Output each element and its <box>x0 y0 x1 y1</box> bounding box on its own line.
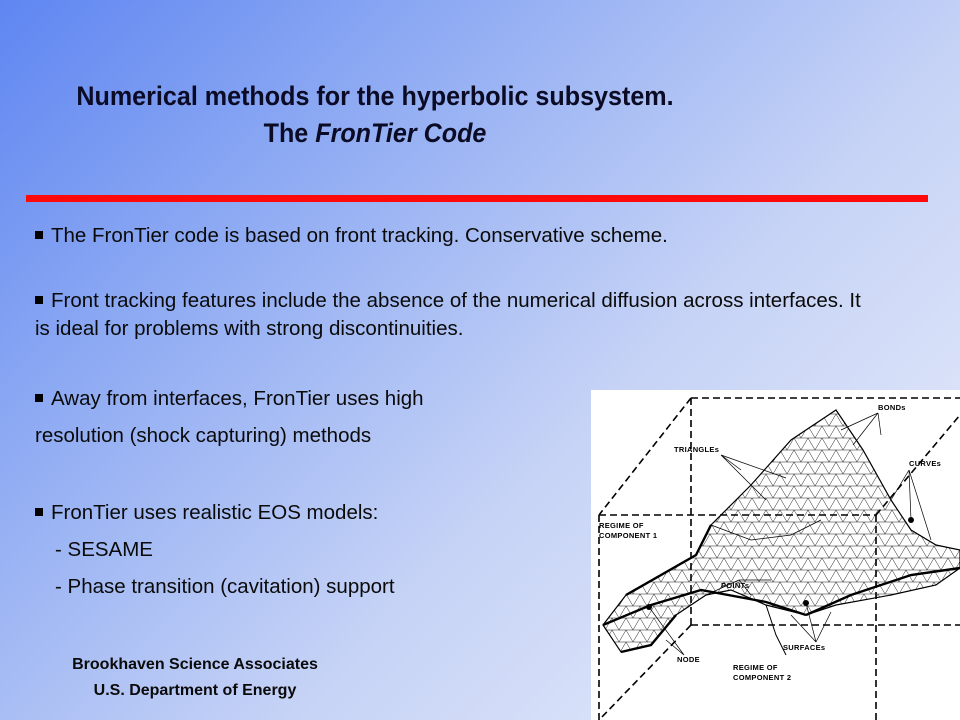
label-triangles: TRIANGLEs <box>674 445 720 454</box>
bullet-square-icon <box>35 508 43 516</box>
bullet-text: Away from interfaces, FronTier uses high <box>51 387 424 410</box>
bullet-item <box>35 222 875 250</box>
footer-department: U.S. Department of Energy <box>93 682 297 699</box>
label-bonds: BONDs <box>878 403 906 412</box>
bullet-text: The FronTier code is based on front tracking. Conservative scheme. <box>51 224 668 247</box>
frontier-mesh-figure <box>591 390 960 720</box>
bullet-item <box>35 287 875 343</box>
title-prefix: The <box>263 118 316 148</box>
label-points: POINTs <box>721 581 750 590</box>
label-regime2-b: COMPONENT 2 <box>733 673 792 682</box>
footer-organization: Brookhaven Science Associates <box>72 656 318 673</box>
title-code-name: FronTier Code <box>315 118 487 148</box>
bullet-square-icon <box>35 231 43 239</box>
bullet-continuation: resolution (shock capturing) methods <box>35 424 372 447</box>
mesh-diagram <box>591 390 960 720</box>
label-regime1-b: COMPONENT 1 <box>599 531 658 540</box>
label-curves: CURVEs <box>909 459 942 468</box>
label-regime2-a: REGIME OF <box>733 663 778 672</box>
label-regime1-a: REGIME OF <box>599 521 644 530</box>
bullet-text: FronTier uses realistic EOS models: <box>51 501 379 524</box>
sub-item: - Phase transition (cavitation) support <box>55 575 395 598</box>
title-line-2 <box>26 115 724 152</box>
title-divider <box>26 195 928 202</box>
sub-item: - SESAME <box>55 538 153 561</box>
label-node: NODE <box>677 655 700 664</box>
bullet-square-icon <box>35 394 43 402</box>
bullet-square-icon <box>35 296 43 304</box>
label-surfaces: SURFACEs <box>783 643 826 652</box>
bullet-text: Front tracking features include the absence of the numerical diffusion across interfaces. It is ideal for problems with strong discontinuities. <box>35 289 861 340</box>
slide-title <box>26 78 724 152</box>
title-line-1: Numerical methods for the hyperbolic subsystem. <box>76 81 674 111</box>
